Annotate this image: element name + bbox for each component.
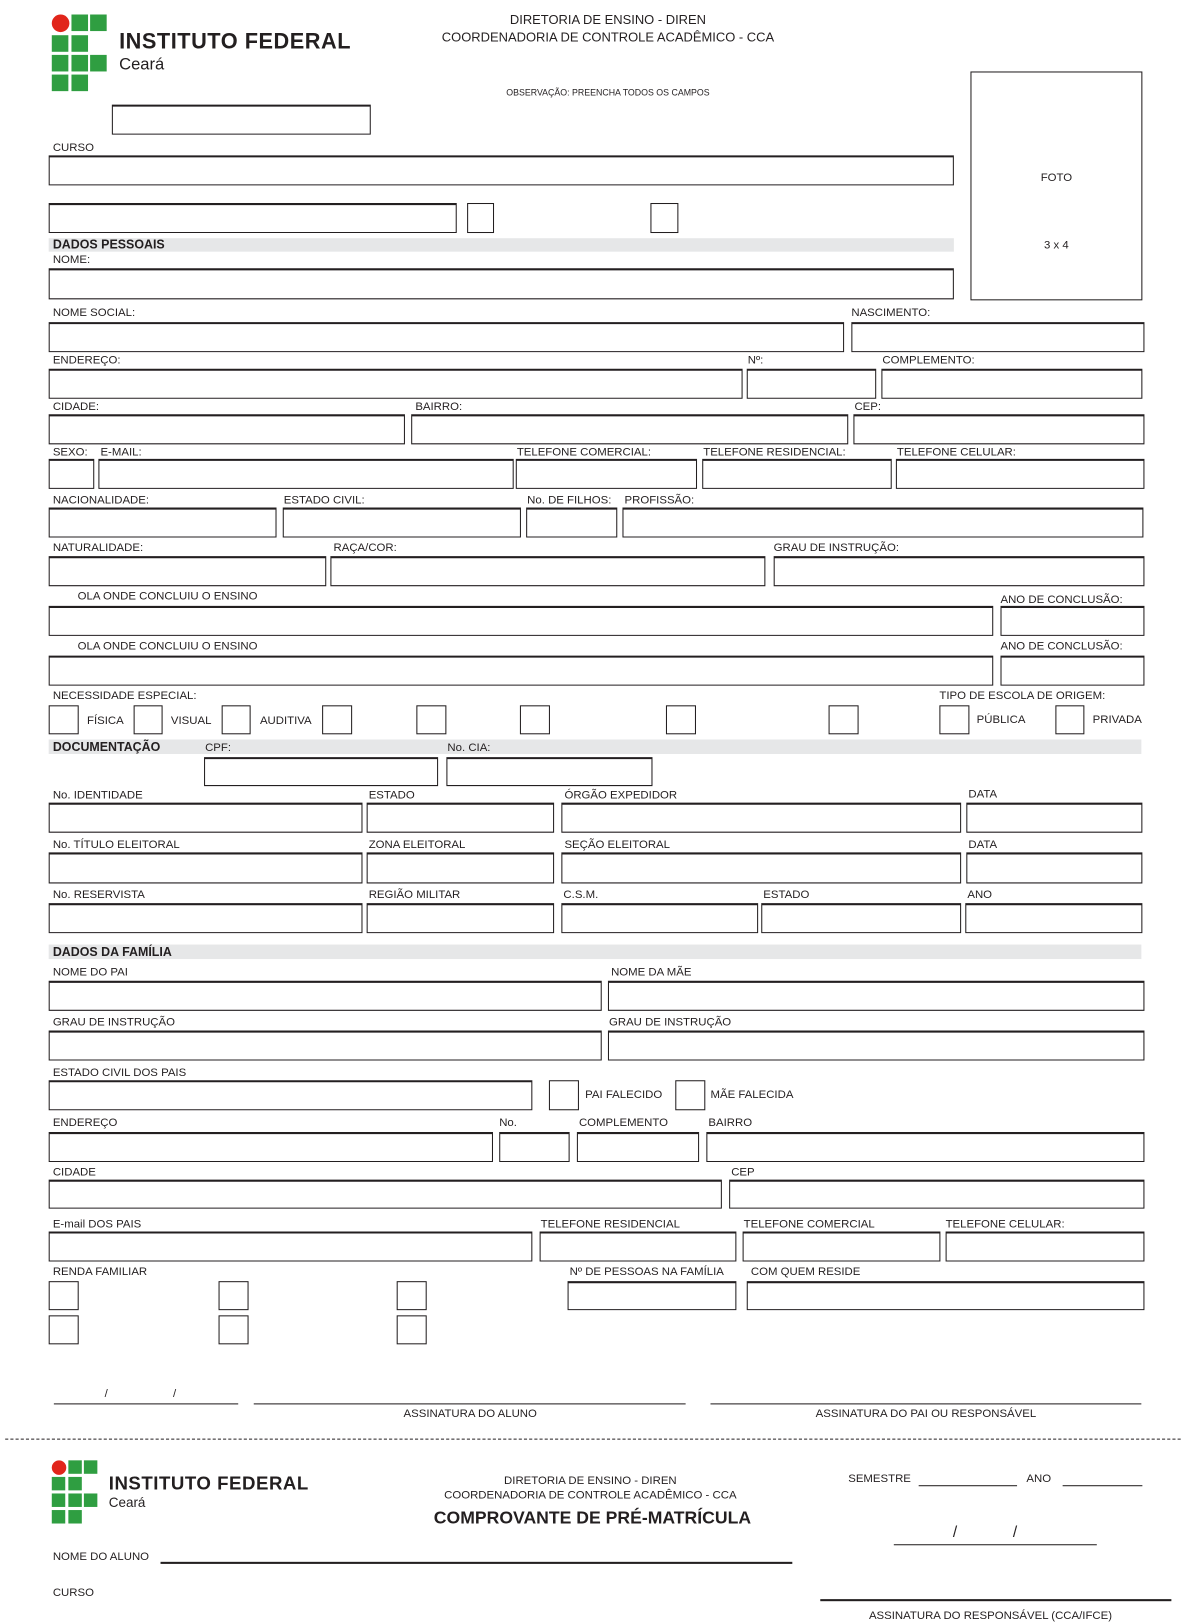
label-tipo-escola: TIPO DE ESCOLA DE ORIGEM: [939, 689, 1106, 703]
label-grau-instrucao: GRAU DE INSTRUÇÃO: [773, 541, 900, 555]
education-level-field[interactable] [774, 556, 1145, 586]
mother-deceased-checkbox[interactable] [675, 1080, 705, 1110]
public-school-checkbox[interactable] [939, 705, 969, 734]
lives-with-field[interactable] [747, 1281, 1145, 1310]
course-field[interactable] [49, 155, 954, 185]
cia-field[interactable] [446, 757, 652, 786]
mother-education-field[interactable] [608, 1031, 1144, 1061]
receipt-date-line[interactable] [894, 1544, 1097, 1545]
name-field[interactable] [49, 268, 954, 299]
parent-signature-line[interactable] [710, 1403, 1141, 1404]
reservist-field[interactable] [49, 903, 363, 933]
label-endereco: ENDEREÇO: [52, 354, 121, 367]
label-nome: NOME: [52, 253, 91, 267]
label-cia: No. CIA: [447, 741, 491, 754]
family-home-phone-field[interactable] [540, 1231, 737, 1261]
income-checkbox[interactable] [49, 1281, 79, 1310]
issuer-field[interactable] [561, 803, 961, 833]
section-documents-title: DOCUMENTAÇÃO [52, 739, 161, 754]
unlabeled-checkbox[interactable] [467, 203, 494, 233]
family-complement-field[interactable] [577, 1132, 699, 1162]
id-number-field[interactable] [49, 803, 363, 833]
military-region-field[interactable] [367, 903, 554, 933]
household-size-field[interactable] [568, 1281, 737, 1310]
family-mobile-field[interactable] [946, 1231, 1145, 1261]
school-field[interactable] [49, 606, 994, 636]
label-nacionalidade: NACIONALIDADE: [52, 494, 150, 507]
label-secao: SEÇÃO ELEITORAL [564, 838, 670, 852]
student-name-label: NOME DO ALUNO [52, 1550, 150, 1563]
label-bairro: BAIRRO: [415, 400, 463, 414]
label-reservista: No. RESERVISTA [52, 888, 145, 902]
label-escola2: OLA ONDE CONCLUIU O ENSINO [77, 640, 258, 653]
label-mae-falecida: MÃE FALECIDA [710, 1088, 794, 1101]
directorate: DIRETORIA DE ENSINO - DIREN [509, 12, 707, 27]
label-mae: NOME DA MÃE [611, 966, 692, 979]
photo-box [970, 71, 1142, 300]
date-slash: / [172, 1387, 177, 1401]
home-phone-field[interactable] [702, 459, 892, 489]
voter-date-field[interactable] [966, 852, 1142, 883]
section-family-title: DADOS DA FAMÍLIA [52, 944, 172, 960]
section-personal-title: DADOS PESSOAIS [52, 237, 165, 252]
label-naturalidade: NATURALIDADE: [52, 541, 144, 555]
profession-field[interactable] [622, 507, 1143, 537]
label-id-data: DATA [968, 788, 998, 801]
family-city-field[interactable] [49, 1180, 722, 1209]
label-necessidade: NECESSIDADE ESPECIAL: [52, 689, 197, 703]
label-titulo-data: DATA [968, 838, 998, 852]
label-escola1: OLA ONDE CONCLUIU O ENSINO [77, 590, 258, 603]
school-field[interactable] [49, 656, 994, 686]
family-address-field[interactable] [49, 1132, 493, 1162]
voter-id-field[interactable] [49, 852, 363, 883]
label-fam-endereco: ENDEREÇO [52, 1116, 118, 1129]
parent-signature-label: ASSINATURA DO PAI OU RESPONSÁVEL [815, 1407, 1037, 1420]
mother-name-field[interactable] [608, 981, 1144, 1011]
label-fam-tel-res: TELEFONE RESIDENCIAL [540, 1217, 680, 1231]
registration-number-field[interactable] [112, 105, 371, 135]
label-renda: RENDA FAMILIAR [52, 1265, 148, 1279]
label-publica: PÚBLICA [976, 713, 1026, 727]
label-res-estado: ESTADO [763, 888, 810, 902]
id-state-field[interactable] [367, 803, 554, 833]
label-pessoas: Nº DE PESSOAS NA FAMÍLIA [569, 1265, 724, 1279]
receipt-date-slash: / [952, 1523, 958, 1542]
label-res-ano: ANO [967, 888, 993, 902]
label-nascimento: NASCIMENTO: [851, 306, 931, 319]
label-fam-complemento: COMPLEMENTO [578, 1116, 669, 1129]
neighborhood-field[interactable] [411, 414, 848, 444]
label-estado-civil: ESTADO CIVIL: [283, 494, 365, 507]
receipt-coordination: COORDENADORIA DE CONTROLE ACADÊMICO - CCA [444, 1489, 737, 1502]
family-work-phone-field[interactable] [743, 1231, 941, 1261]
mobile-phone-field[interactable] [896, 459, 1145, 489]
conclusion-year-field[interactable] [1000, 656, 1144, 686]
id-date-field[interactable] [966, 803, 1142, 833]
marital-status-field[interactable] [283, 507, 521, 537]
address-field[interactable] [49, 369, 743, 399]
receipt-title: COMPROVANTE DE PRÉ-MATRÍCULA [433, 1507, 752, 1528]
cpf-field[interactable] [204, 757, 438, 786]
label-privada: PRIVADA [1092, 713, 1142, 727]
family-number-field[interactable] [499, 1132, 569, 1162]
electoral-section-field[interactable] [561, 852, 961, 883]
unlabeled-field[interactable] [49, 203, 457, 233]
label-fam-numero: No. [499, 1116, 517, 1129]
reservist-state-field[interactable] [761, 903, 961, 933]
private-school-checkbox[interactable] [1055, 705, 1084, 734]
label-regiao: REGIÃO MILITAR [368, 888, 461, 902]
responsible-signature-label: ASSINATURA DO RESPONSÁVEL (CCA/IFCE) [868, 1609, 1113, 1622]
need-checkbox[interactable] [416, 705, 446, 734]
label-numero: Nº: [747, 354, 764, 367]
city-field[interactable] [49, 414, 405, 444]
father-name-field[interactable] [49, 981, 602, 1011]
income-checkbox[interactable] [397, 1315, 427, 1344]
year-line[interactable] [1063, 1485, 1143, 1486]
csm-field[interactable] [561, 903, 758, 933]
receipt-campus-name: Ceará [108, 1494, 146, 1511]
label-auditiva: AUDITIVA [259, 714, 312, 728]
race-field[interactable] [330, 556, 765, 586]
label-complemento: COMPLEMENTO: [882, 354, 975, 367]
section-personal-band [49, 238, 954, 251]
campus-name: Ceará [119, 55, 165, 74]
responsible-signature-line[interactable] [820, 1599, 1171, 1601]
label-cep: CEP: [854, 400, 882, 414]
cut-line [5, 1439, 1181, 1440]
receipt-directorate: DIRETORIA DE ENSINO - DIREN [504, 1474, 677, 1488]
label-tel-celular: TELEFONE CELULAR: [896, 446, 1016, 459]
student-signature-line[interactable] [254, 1403, 686, 1404]
label-fam-tel-com: TELEFONE COMERCIAL [743, 1217, 875, 1231]
children-field[interactable] [526, 507, 617, 537]
label-grau-pai: GRAU DE INSTRUÇÃO [52, 1016, 176, 1029]
birth-date-field[interactable] [851, 322, 1144, 352]
label-filhos: No. DE FILHOS: [527, 494, 612, 507]
year-label: ANO [1026, 1472, 1052, 1486]
semester-line[interactable] [919, 1485, 1017, 1486]
photo-label: FOTO [1040, 171, 1073, 185]
sex-field[interactable] [49, 459, 95, 489]
label-reside: COM QUEM RESIDE [750, 1265, 861, 1279]
receipt-institution-name: INSTITUTO FEDERAL [108, 1472, 309, 1494]
physical-checkbox[interactable] [49, 705, 79, 734]
nationality-field[interactable] [49, 507, 277, 537]
label-sexo: SEXO: [52, 446, 88, 459]
semester-label: SEMESTRE [848, 1472, 911, 1486]
receipt-date-slash: / [1012, 1523, 1018, 1542]
address-complement-field[interactable] [881, 369, 1142, 399]
date-slash: / [104, 1387, 108, 1401]
hearing-checkbox[interactable] [222, 705, 251, 734]
work-phone-field[interactable] [516, 459, 697, 489]
label-fam-bairro: BAIRRO [708, 1116, 753, 1129]
label-csm: C.S.M. [563, 888, 599, 902]
address-number-field[interactable] [747, 369, 876, 399]
label-cidade: CIDADE: [52, 400, 100, 414]
label-curso: CURSO [52, 141, 94, 155]
photo-size: 3 x 4 [1044, 239, 1069, 252]
label-cpf: CPF: [205, 741, 232, 754]
label-email: E-MAIL: [100, 446, 142, 459]
label-ano-conclusao1: ANO DE CONCLUSÃO: [1000, 593, 1123, 606]
label-tel-residencial: TELEFONE RESIDENCIAL: [703, 446, 846, 459]
institute-logo [52, 14, 114, 91]
need-checkbox[interactable] [520, 705, 550, 734]
institution-name: INSTITUTO FEDERAL [119, 30, 352, 54]
father-deceased-checkbox[interactable] [549, 1080, 579, 1110]
father-education-field[interactable] [49, 1031, 602, 1061]
receipt-logo [52, 1460, 102, 1524]
student-name-line[interactable] [161, 1562, 793, 1564]
label-ano-conclusao2: ANO DE CONCLUSÃO: [1000, 640, 1123, 653]
label-zona: ZONA ELEITORAL [368, 838, 466, 852]
label-pai: NOME DO PAI [52, 966, 128, 979]
label-fisica: FÍSICA [86, 714, 124, 728]
fill-note: OBSERVAÇÃO: PREENCHA TODOS OS CAMPOS [506, 86, 710, 98]
need-checkbox[interactable] [666, 705, 696, 734]
coordination: COORDENADORIA DE CONTROLE ACADÊMICO - CCA [441, 30, 775, 45]
label-orgao: ÓRGÃO EXPEDIDOR [564, 789, 678, 802]
electoral-zone-field[interactable] [367, 852, 554, 883]
label-visual: VISUAL [170, 714, 212, 728]
conclusion-year-field[interactable] [1000, 606, 1144, 636]
family-zip-field[interactable] [729, 1180, 1144, 1209]
label-pai-falecido: PAI FALECIDO [585, 1088, 663, 1101]
label-grau-mae: GRAU DE INSTRUÇÃO [608, 1016, 732, 1029]
income-checkbox[interactable] [219, 1281, 249, 1310]
label-email-pais: E-mail DOS PAIS [52, 1217, 142, 1231]
reservist-year-field[interactable] [965, 903, 1142, 933]
parents-marital-status-field[interactable] [49, 1080, 533, 1110]
visual-checkbox[interactable] [134, 705, 163, 734]
label-titulo: No. TÍTULO ELEITORAL [52, 838, 180, 852]
income-checkbox[interactable] [219, 1315, 249, 1344]
date-line[interactable] [54, 1403, 238, 1404]
section-family-band [49, 945, 1142, 959]
birthplace-field[interactable] [49, 556, 327, 586]
zip-field[interactable] [853, 414, 1144, 444]
label-identidade: No. IDENTIDADE [52, 789, 143, 802]
email-field[interactable] [98, 459, 513, 489]
label-id-estado: ESTADO [368, 789, 415, 802]
label-estado-civil-pais: ESTADO CIVIL DOS PAIS [52, 1066, 187, 1080]
label-fam-cep: CEP [731, 1166, 755, 1179]
income-checkbox[interactable] [397, 1281, 427, 1310]
need-checkbox[interactable] [829, 705, 859, 734]
receipt-course-label: CURSO [52, 1586, 94, 1600]
label-fam-cidade: CIDADE [52, 1166, 96, 1179]
need-checkbox[interactable] [322, 705, 352, 734]
label-tel-comercial: TELEFONE COMERCIAL: [516, 446, 652, 459]
label-profissao: PROFISSÃO: [624, 494, 695, 507]
family-neighborhood-field[interactable] [706, 1132, 1144, 1162]
label-nome-social: NOME SOCIAL: [52, 306, 136, 319]
parents-email-field[interactable] [49, 1231, 533, 1261]
label-fam-tel-cel: TELEFONE CELULAR: [945, 1217, 1065, 1231]
social-name-field[interactable] [49, 322, 844, 352]
student-signature-label: ASSINATURA DO ALUNO [403, 1407, 537, 1420]
unlabeled-checkbox[interactable] [650, 203, 678, 233]
label-raca: RAÇA/COR: [333, 541, 397, 555]
income-checkbox[interactable] [49, 1315, 79, 1344]
